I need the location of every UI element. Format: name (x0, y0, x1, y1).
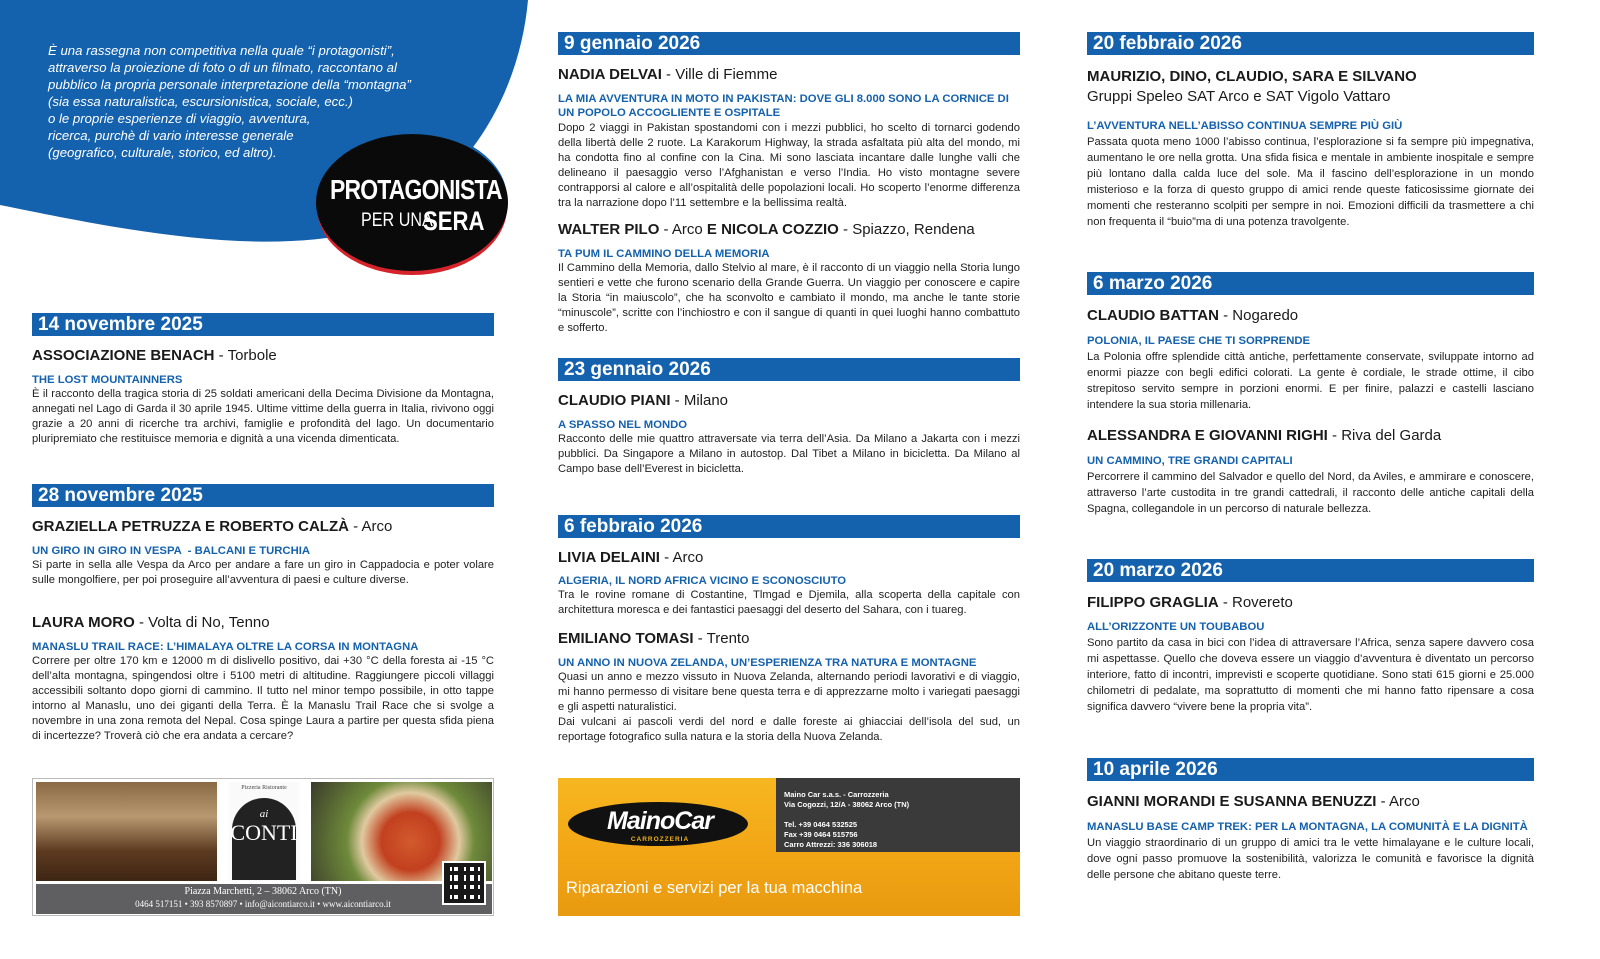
date-9-gen: 9 gennaio 2026 (558, 32, 1020, 55)
date-20-mar: 20 marzo 2026 (1087, 559, 1534, 582)
presenter: MAURIZIO, DINO, CLAUDIO, SARA E SILVANO (1087, 68, 1417, 85)
presenter: ASSOCIAZIONE BENACH - Torbole (32, 347, 277, 364)
ad-mainocar (558, 778, 1020, 916)
logo-line1: PROTAGONISTA (330, 174, 502, 205)
date-28-nov: 28 novembre 2025 (32, 484, 494, 507)
event-title: MANASLU BASE CAMP TREK: PER LA MONTAGNA, LA COMUNITÀ E LA DIGNITÀ (1087, 821, 1528, 833)
event-description: Tra le rovine romane di Costantine, Tlmgad e Djemila, alla scoperta della capitale con architettura moresca e dei fantastici paesaggi del deserto del Sahara, con i tuareg. (558, 589, 1020, 616)
date-6-feb: 6 febbraio 2026 (558, 515, 1020, 538)
event-title: LA MIA AVVENTURA IN MOTO IN PAKISTAN: DOVE GLI 8.000 SONO LA CORNICE DI UN POPOLO ACCOGLIENTE E OSPITALE (558, 93, 1009, 119)
restaurant-photo (36, 782, 217, 881)
event-description: Il Cammino della Memoria, dallo Stelvio al mare, è il racconto di un viaggio nella Storia lungo sentieri e vette che furono scenario della Grande Guerra. Un viaggio per conoscere e capire la Storia “in maiuscolo”, che ha sconvolto e cambiato il mondo, ma anche le tante storie “minuscole”, scritte con l’inchiostro e con il sangue di quanti in quei luoghi hanno combattuto e sofferto. (558, 262, 1020, 334)
mainocar-logo-sub: CARROZZERIA (630, 836, 690, 843)
ad-slogan: Riparazioni e servizi per la tua macchina (566, 879, 863, 897)
presenter: FILIPPO GRAGLIA - Rovereto (1087, 594, 1293, 611)
event-title: THE LOST MOUNTAINNERS (32, 374, 183, 386)
event-title: POLONIA, IL PAESE CHE TI SORPRENDE (1087, 335, 1311, 347)
logo-line2b: SERA (423, 206, 485, 236)
event-title: MANASLU TRAIL RACE: L’HIMALAYA OLTRE LA CORSA IN MONTAGNA (32, 641, 419, 653)
presenter: ALESSANDRA E GIOVANNI RIGHI - Riva del Garda (1087, 427, 1442, 444)
event-title: ALL’ORIZZONTE UN TOUBABOU (1087, 621, 1265, 633)
presenter: GRAZIELLA PETRUZZA E ROBERTO CALZÀ - Arco (32, 518, 393, 535)
presenter-group: Gruppi Speleo SAT Arco e SAT Vigolo Vattaro (1087, 88, 1391, 105)
ad-contact-info: Maino Car s.a.s. - Carrozzeria Via Cogozzi, 12/A - 38062 Arco (TN) Tel. +39 0464 532525 Fax +39 0464 515756 Carro Attrezzi: 336 306018 (784, 790, 910, 849)
event-description: Quasi un anno e mezzo vissuto in Nuova Zelanda, alternando periodi lavorativi e di viaggio, mi hanno permesso di visitare bene questa terra e di apprezzarne molto i variegati paesaggi e gli aspetti naturalistici. Dai vulcani ai pascoli verdi del nord e dalle foreste ai ghiacciai dell’isola del sud, un reportage fotografico sulla natura e la storia della Nuova Zelanda. (558, 671, 1020, 743)
ad-ai-conti (32, 778, 494, 916)
presenter: WALTER PILO - Arco E NICOLA COZZIO - Spiazzo, Rendena (558, 221, 975, 238)
event-title: TA PUM IL CAMMINO DELLA MEMORIA (558, 248, 770, 260)
event-title: L’AVVENTURA NELL’ABISSO CONTINUA SEMPRE PIÙ GIÙ (1087, 120, 1403, 132)
event-description: Si parte in sella alle Vespa da Arco per andare a fare un giro in Cappadocia e poter volare sulle mongolfiere, per poi proseguire all’avventura di paesi e culture diverse. (32, 559, 494, 586)
event-description: Correre per oltre 170 km e 12000 m di dislivello positivo, dai +30 °C della foresta ai -15 °C dell’alta montagna, spingendosi oltre i 5100 metri di altitudine. Raggiungere piccoli villaggi accessibili soltanto dopo giorni di cammino. Il tutto nel minor tempo possibile, in otto tappe intorno al Manaslu, uno dei giganti della Terra. È la Manaslu Trail Race che si svolge a novembre in una zona remota del Nepal. Cosa spinge Laura a partire per questa sfida piena di incertezze? Troverà ciò che era andata a cercare? (32, 655, 494, 742)
date-14-nov: 14 novembre 2025 (32, 313, 494, 336)
event-description: Sono partito da casa in bici con l’idea di attraversare l’Africa, senza sapere davvero cosa mi aspettasse. Quello che doveva essere un viaggio d’avventura è diventato un percorso interiore, fatto di incontri, imprevisti e scoperte quotidiane. Sono stati 615 giorni e 25.000 chilometri di pedalate, ma soprattutto di momenti che mi hanno fatto ripensare a cosa significa davvero “vivere bene la propria vita”. (1087, 637, 1534, 713)
ai-conti-logo: Pizzeria Ristorante ai CONTI (229, 782, 299, 881)
event-description: La Polonia offre splendide città antiche, perfettamente conservate, sviluppate intorno ad enormi piazze con begli edifici colorati. La gente è cordiale, le strade ottime, il cibo strepitoso servito sempre in porzioni enormi. E per finire, palazzi e castelli lasciano intendere la sua storia millenaria. (1087, 351, 1534, 411)
logo-line2a: PER UNA (361, 210, 433, 231)
presenter: NADIA DELVAI - Ville di Fiemme (558, 66, 778, 83)
event-description: Dopo 2 viaggi in Pakistan spostandomi con i mezzi pubblici, ho scelto di tornarci godendo della libertà delle 2 ruote. La Karakorum Highway, la strada asfaltata più alta del mondo, mi ha condotta fino al confine con la Cina. Mi sono lasciata incantare dalle lunghe valli che delineano il paesaggio verso l’Afghanistan e verso l’India. Ho visto montagne severe contrapporsi al calore e all’ospitalità delle popolazioni locali. Ho scoperto l’enorme differenza tra la narrazione dopo l’11 settembre e la bellissima realtà. (558, 122, 1020, 209)
event-description: Racconto delle mie quattro attraversate via terra dell’Asia. Da Milano a Jakarta con i mezzi pubblici. Da Singapore a Milano in autostop. Dal Tibet a Milano in bicicletta. Da Milano al Campo base dell’Everest in bicicletta. (558, 433, 1020, 475)
presenter: CLAUDIO PIANI - Milano (558, 392, 729, 409)
ad-address: Piazza Marchetti, 2 – 38062 Arco (TN) 0464 517151 • 393 8570897 • info@aicontiarco.it • www.aicontiarco.it (135, 886, 391, 909)
qr-code-icon (442, 861, 486, 905)
event-title: UN GIRO IN GIRO IN VESPA - BALCANI E TURCHIA (32, 545, 311, 557)
event-title: ALGERIA, IL NORD AFRICA VICINO E SCONOSCIUTO (558, 575, 847, 587)
mainocar-logo-text: MainoCar (607, 807, 713, 835)
event-description: Percorrere il cammino del Salvador e quello del Nord, da Aviles, e ammirare e conoscere, attraverso l’arte custodita in tre grandi cattedrali, il racconto delle antiche capitali della Spagna, collegandole in un percorso di naturale bellezza. (1087, 471, 1534, 515)
presenter: LAURA MORO - Volta di No, Tenno (32, 614, 270, 631)
presenter: CLAUDIO BATTAN - Nogaredo (1087, 307, 1299, 324)
date-20-feb: 20 febbraio 2026 (1087, 32, 1534, 55)
date-23-gen: 23 gennaio 2026 (558, 358, 1020, 381)
presenter: EMILIANO TOMASI - Trento (558, 630, 750, 647)
intro-text: È una rassegna non competitiva nella quale “i protagonisti”, attraverso la proiezione di foto o di un filmato, raccontano al pubblico la propria personale interpretazione della “montagna” (sia essa naturalistica, escursionistica, sociale, ecc.) o le proprie esperienze di viaggio, avventura, ricerca, purchè di vario interesse generale (geografico, culturale, storico, ed altro). (48, 43, 411, 160)
event-title: UN ANNO IN NUOVA ZELANDA, UN’ESPERIENZA TRA NATURA E MONTAGNE (558, 657, 977, 669)
event-title: UN CAMMINO, TRE GRANDI CAPITALI (1087, 455, 1293, 467)
event-description: Un viaggio straordinario di un gruppo di amici tra le vette himalayane e le culture locali, dove ogni passo promuove la sostenibilità, valorizza le comunità e favorisce la dignità delle persone che abitano queste terre. (1087, 837, 1534, 881)
presenter: GIANNI MORANDI E SUSANNA BENUZZI - Arco (1087, 793, 1420, 810)
presenter: LIVIA DELAINI - Arco (558, 549, 704, 566)
date-10-apr: 10 aprile 2026 (1087, 758, 1534, 781)
event-title: A SPASSO NEL MONDO (558, 419, 688, 431)
date-6-mar: 6 marzo 2026 (1087, 272, 1534, 295)
event-description: È il racconto della tragica storia di 25 soldati americani della Decima Divisione da Montagna, annegati nel Lago di Garda il 30 aprile 1945. Ultime vittime della guerra in Italia, rivivono oggi grazie a 20 anni di ricerche tra archivi, famiglie e profondità del lago. Un documentario pluripremiato che restituisce memoria e dignità a una vicenda dimenticata. (32, 388, 494, 445)
event-description: Passata quota meno 1000 l’abisso continua, l’esplorazione si fa sempre più impegnativa, aumentano le ore nella grotta. Una sfida fisica e mentale in ambiente inospitale e sempre più lontano dalla calda luce del sole. Ma il fascino dell’esplorazione in un mondo misterioso e la forza di questo gruppo di amici rende queste faticosissime giornate dei momenti che resteranno scolpiti per sempre in noi. Emozioni difficili da trasmettere a chi non frequenta il “buio”ma di una potenza travolgente. (1087, 136, 1534, 228)
